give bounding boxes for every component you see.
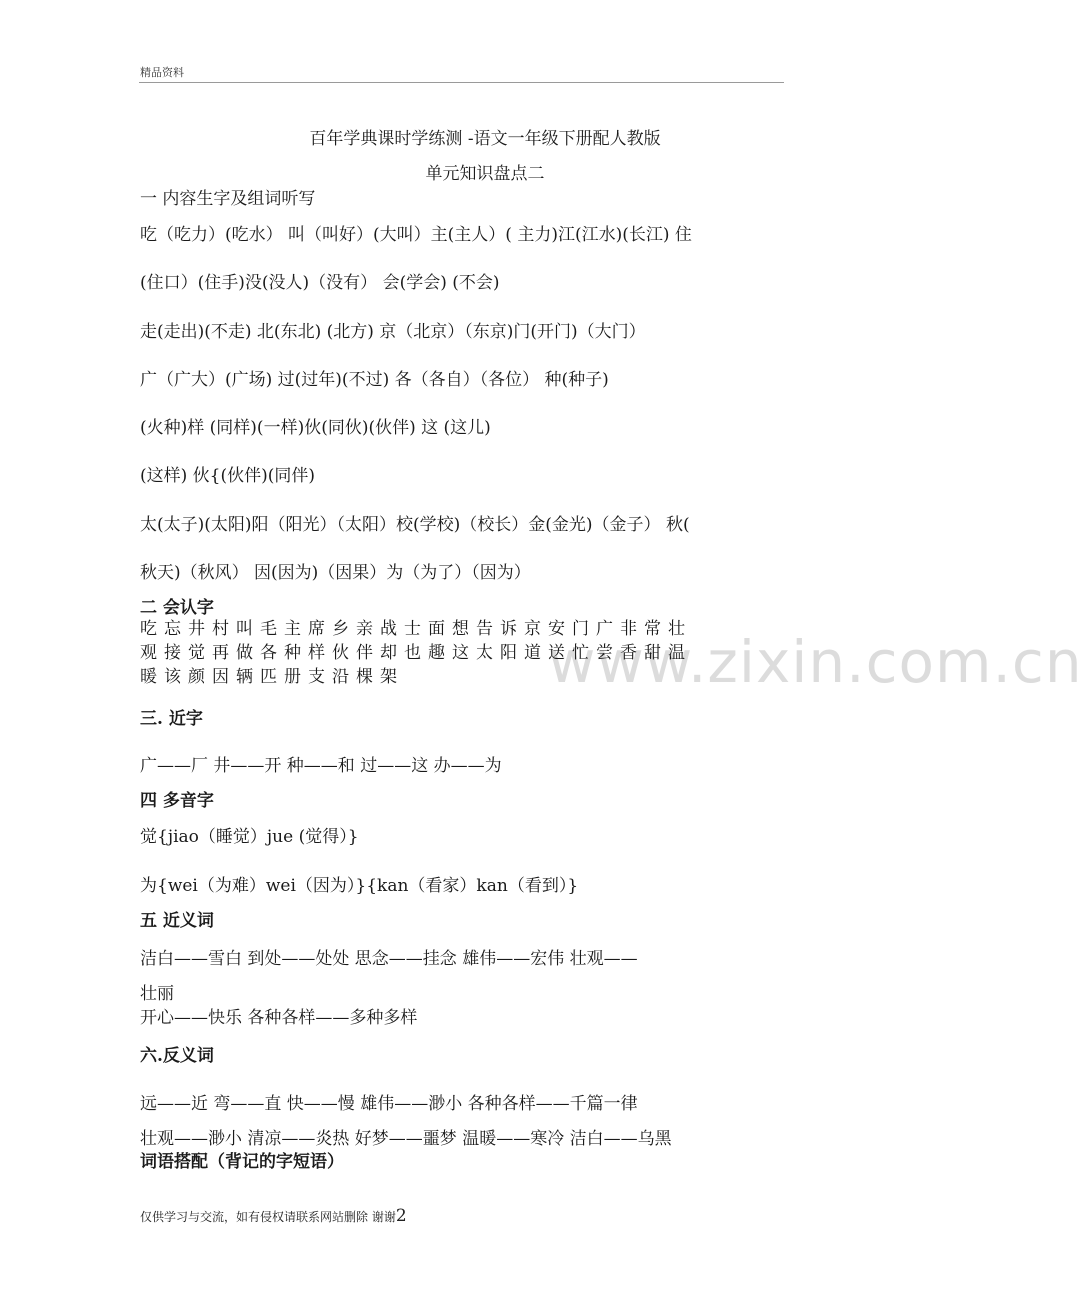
watermark-text: www.zixin.com.cn <box>548 628 1083 696</box>
synonym-line-1: 洁白——雪白 到处——处处 思念——挂念 雄伟——宏伟 壮观—— <box>140 949 638 969</box>
recognition-row-3: 暖该颜因辆匹册支沿棵架 <box>140 667 404 687</box>
vocab-line-8: 秋天)（秋风） 因(因为)（因果）为（为了）（因为） <box>140 563 531 583</box>
vocab-line-5: (火种)样 (同样)(一样)伙(同伙)(伙伴) 这 (这儿) <box>140 418 491 438</box>
synonym-line-2: 壮丽 <box>140 984 174 1004</box>
antonym-line-2: 壮观——渺小 清凉——炎热 好梦——噩梦 温暖——寒冷 洁白——乌黑 <box>140 1129 672 1149</box>
vocab-line-7: 太(太子)(太阳)阳（阳光）（太阳）校(学校)（校长）金(金光)（金子） 秋( <box>140 515 690 535</box>
vocab-line-2: (住口）(住手)没(没人)（没有） 会(学会) (不会) <box>140 273 500 293</box>
header-divider <box>139 82 784 83</box>
antonym-line-1: 远——近 弯——直 快——慢 雄伟——渺小 各种各样——千篇一律 <box>140 1094 638 1114</box>
section-2-heading: 二 会认字 <box>140 598 214 618</box>
vocab-line-4: 广（广大）(广场) 过(过年)(不过) 各（各自）（各位） 种(种子) <box>140 370 609 390</box>
polyphone-line-1: 觉{jiao（睡觉）jue (觉得）} <box>140 827 359 847</box>
section-6-heading: 六.反义词 <box>140 1046 214 1066</box>
section-3-heading: 三. 近字 <box>140 709 203 729</box>
vocab-line-6: (这样) 伙{(伙伴)(同伴) <box>140 466 316 486</box>
document-subtitle: 单元知识盘点二 <box>425 164 545 184</box>
synonym-line-3: 开心——快乐 各种各样——多种多样 <box>140 1008 418 1028</box>
section-5-heading: 五 近义词 <box>140 911 214 931</box>
page-number: 2 <box>395 1206 407 1226</box>
footer-note <box>140 1206 407 1226</box>
section-1-heading: 一 内容生字及组词听写 <box>140 189 316 209</box>
header-label: 精品资料 <box>140 66 184 79</box>
recognition-row-1: 吃忘井村叫毛主席乡亲战士面想告诉京安门广非常壮 <box>140 619 692 639</box>
section-7-heading: 词语搭配（背记的字短语） <box>140 1152 344 1172</box>
vocab-line-3: 走(走出)(不走) 北(东北) (北方) 京（北京）（东京)门(开门)（大门） <box>140 322 646 342</box>
document-title: 百年学典课时学练测 -语文一年级下册配人教版 <box>309 129 661 149</box>
vocab-line-1: 吃（吃力）(吃水） 叫（叫好）(大叫）主(主人）( 主力)江(江水)(长江) 住 <box>140 225 692 245</box>
section-4-heading: 四 多音字 <box>140 791 214 811</box>
similar-chars-line: 广——厂 井——开 种——和 过——这 办——为 <box>140 756 502 776</box>
polyphone-line-2: 为{wei（为难）wei（因为）}{kan（看家）kan（看到）} <box>140 876 579 896</box>
recognition-row-2: 观接觉再做各种样伙伴却也趣这太阳道送忙尝香甜温 <box>140 643 692 663</box>
footer-text: 仅供学习与交流，如有侵权请联系网站删除 谢谢 <box>140 1210 396 1224</box>
